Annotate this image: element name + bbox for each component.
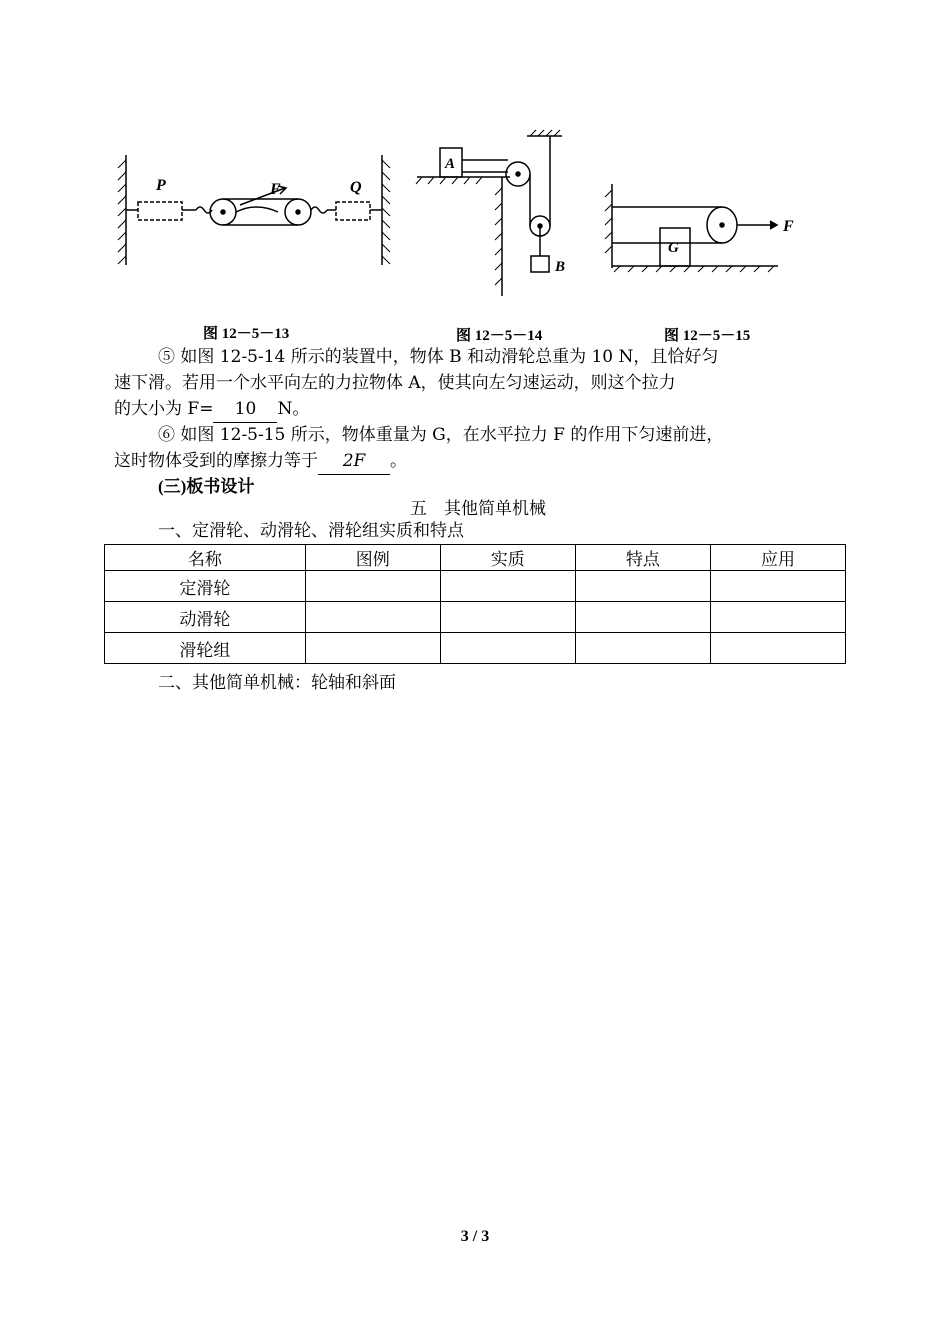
table-cell <box>575 633 710 664</box>
table-cell <box>710 602 845 633</box>
label-a: A <box>445 156 456 172</box>
caption-12-5-15: 图 12－5－15 <box>664 328 751 344</box>
table-cell-name: 动滑轮 <box>105 602 306 633</box>
table-header-cell: 特点 <box>575 545 710 571</box>
figure-12-5-15 <box>600 180 810 275</box>
q6-period: 。 <box>390 451 407 471</box>
label-p: P <box>156 177 166 194</box>
q5-answer: 10 <box>213 396 277 423</box>
board-design-table <box>104 544 846 664</box>
point-1: 一、定滑轮、动滑轮、滑轮组实质和特点 <box>158 521 464 541</box>
table-row <box>105 571 846 602</box>
q6-answer: 2F <box>318 448 390 475</box>
table-header-cell: 实质 <box>440 545 575 571</box>
q6-line-1: ⑥ 如图 12-5-15 所示，物体重量为 G，在水平拉力 F 的作用下匀速前进， <box>158 425 724 445</box>
table-cell-name: 定滑轮 <box>105 571 306 602</box>
table-cell <box>440 633 575 664</box>
design-title: 五 其他简单机械 <box>410 499 546 519</box>
q5-line-3-text: 的大小为 F= <box>114 399 214 419</box>
q6-line-2 <box>114 448 407 475</box>
table-cell <box>305 571 440 602</box>
q5-line-1: ⑤ 如图 12-5-14 所示的装置中，物体 B 和动滑轮总重为 10 N，且恰好匀 <box>158 347 719 367</box>
label-f-2: F <box>783 218 794 235</box>
table-cell <box>710 633 845 664</box>
label-b: B <box>555 259 566 275</box>
table-cell <box>710 571 845 602</box>
table-cell <box>575 602 710 633</box>
caption-12-5-13: 图 12－5－13 <box>203 326 290 342</box>
figure-12-5-13 <box>110 150 400 270</box>
q5-unit: N。 <box>277 399 310 419</box>
table-cell <box>440 571 575 602</box>
q6-line-2-text: 这时物体受到的摩擦力等于 <box>114 451 318 471</box>
label-g: G <box>668 240 679 256</box>
table-header-cell: 名称 <box>105 545 306 571</box>
table-header-cell: 图例 <box>305 545 440 571</box>
table-cell-name: 滑轮组 <box>105 633 306 664</box>
table-header-cell: 应用 <box>710 545 845 571</box>
section-heading: (三)板书设计 <box>158 477 255 496</box>
label-f: F <box>270 181 281 198</box>
q5-line-2: 速下滑。若用一个水平向左的力拉物体 A，使其向左匀速运动，则这个拉力 <box>114 373 676 393</box>
page-number: 3 / 3 <box>460 1228 490 1245</box>
table-cell <box>305 602 440 633</box>
table-cell <box>440 602 575 633</box>
point-2: 二、其他简单机械：轮轴和斜面 <box>158 673 396 693</box>
table-cell <box>575 571 710 602</box>
q5-line-3 <box>114 396 309 423</box>
caption-12-5-14: 图 12－5－14 <box>456 328 543 344</box>
table-header-row <box>105 545 846 571</box>
table-row <box>105 633 846 664</box>
table-row <box>105 602 846 633</box>
table-cell <box>305 633 440 664</box>
label-q: Q <box>350 179 362 196</box>
figure-12-5-14 <box>412 128 582 298</box>
